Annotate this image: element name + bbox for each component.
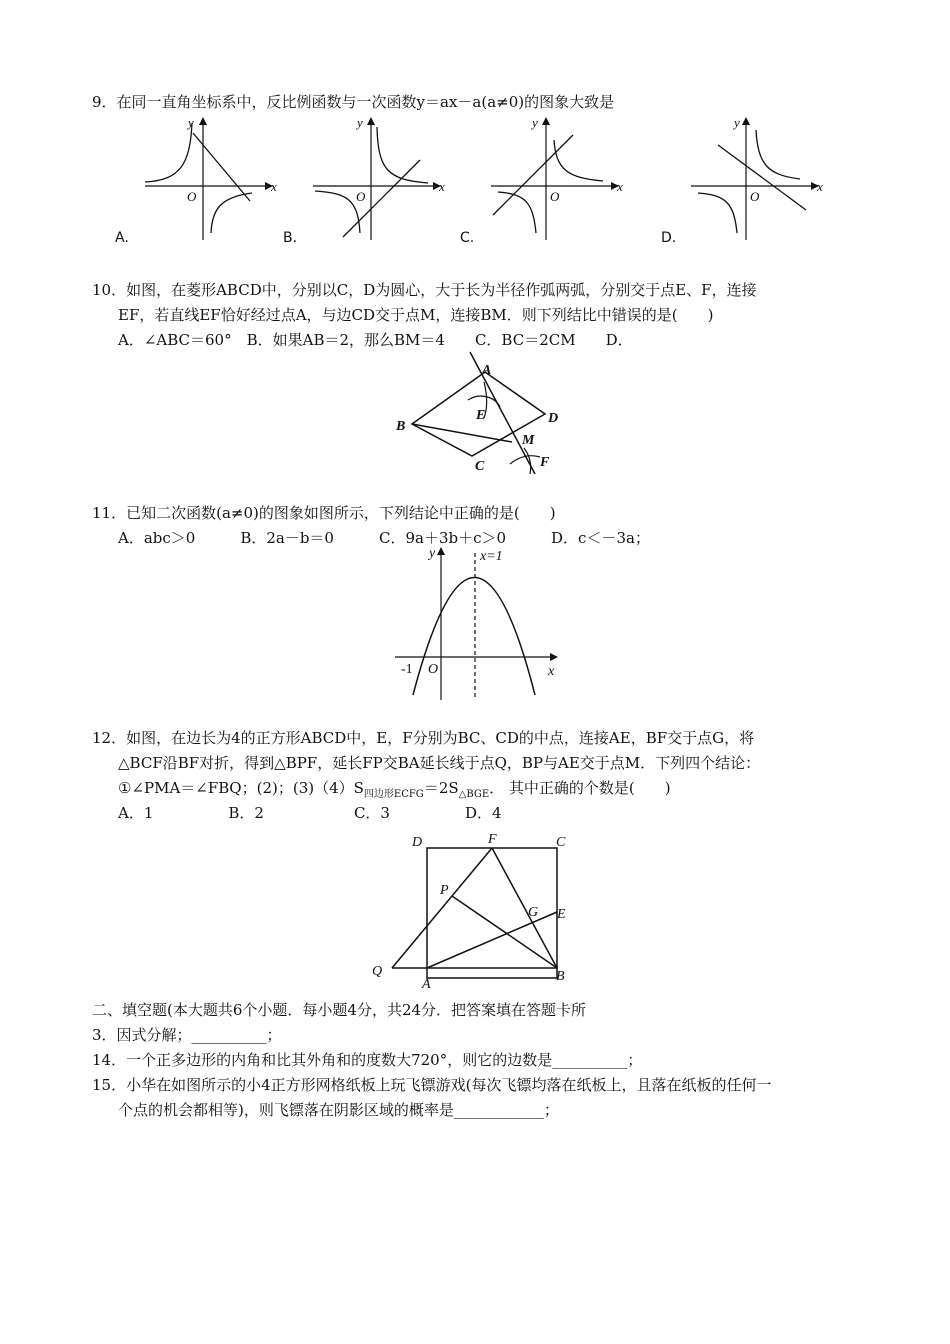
- q12-stem-line2: △BCF沿BF对折，得到△BPF，延长FP交BA延长线于点Q，BP与AE交于点M．下列四个结论：: [118, 754, 761, 772]
- q11-options: A．abc＞0 B．2a－b＝0 C．9a＋3b＋c＞0 D．c＜－3a；: [118, 529, 650, 547]
- q15-stem-line2: 个点的机会都相等)，则飞镖落在阴影区域的概率是____________；: [118, 1101, 559, 1119]
- svg-text:O: O: [356, 189, 366, 204]
- q9-option-a: A.: [115, 230, 129, 246]
- svg-text:C: C: [556, 835, 566, 850]
- q9-option-c: C.: [460, 230, 475, 246]
- q10-options: A．∠ABC＝60° B．如果AB＝2，那么BM＝4 C．BC＝2CM D．: [118, 331, 633, 349]
- q9-graph-d: [688, 115, 828, 245]
- q11-stem: 11．已知二次函数(a≠0)的图象如图所示，下列结论中正确的是( ): [92, 504, 556, 522]
- svg-text:Q: Q: [372, 964, 383, 979]
- q12-stem-line1: 12．如图，在边长为4的正方形ABCD中，E，F分别为BC、CD的中点，连接AE，BF交于点G，将: [92, 729, 755, 747]
- svg-text:M: M: [522, 433, 535, 448]
- q9-option-b: B.: [283, 230, 298, 246]
- svg-text:F: F: [488, 832, 497, 847]
- svg-text:G: G: [528, 905, 539, 920]
- q9-graph-c: [488, 115, 628, 245]
- svg-text:y: y: [188, 115, 194, 130]
- svg-text:O: O: [187, 189, 197, 204]
- svg-text:y: y: [734, 115, 740, 130]
- q12-square-figure: [370, 828, 580, 992]
- svg-text:E: E: [476, 408, 486, 423]
- svg-text:x: x: [439, 179, 445, 194]
- q9-graph-a: [140, 115, 280, 245]
- q9-option-d: D.: [661, 230, 677, 246]
- svg-text:-1: -1: [401, 662, 413, 677]
- q10-stem-line1: 10．如图，在菱形ABCD中，分别以C，D为圆心，大于长为半径作弧两弧，分别交于点E、F，连接: [92, 281, 757, 299]
- svg-text:F: F: [540, 455, 550, 470]
- svg-text:A: A: [422, 977, 431, 992]
- svg-text:A: A: [482, 363, 492, 378]
- svg-text:E: E: [557, 907, 566, 922]
- section2-heading: 二、填空题(本大题共6个小题．每小题4分，共24分．把答案填在答题卡所: [92, 1001, 587, 1019]
- svg-text:x: x: [617, 179, 623, 194]
- q12-stem-line3: ①∠PMA＝∠FBQ；(2)；$(3)(4)S_{四边形ECFG}=2S_{\triangle BGE}$． 其中正确的个数是( ): [118, 779, 671, 800]
- q14-stem: 14．一个正多边形的内角和比其外角和的度数大720°，则它的边数是__________；: [92, 1051, 643, 1069]
- q13-stem: 3．因式分解；__________；: [92, 1026, 282, 1044]
- svg-text:D: D: [412, 835, 423, 850]
- svg-text:x: x: [271, 179, 277, 194]
- svg-text:D: D: [548, 411, 559, 426]
- svg-text:y: y: [429, 546, 436, 561]
- svg-text:x=1: x=1: [480, 549, 503, 564]
- q12-options: A．1 B．2 C．3 D．4: [118, 804, 502, 822]
- q9-graph-b: [310, 115, 450, 245]
- q11-parabola-figure: [395, 545, 565, 700]
- q9-stem: 9．在同一直角坐标系中，反比例函数与一次函数y＝ax－a(a≠0)的图象大致是: [92, 93, 615, 111]
- svg-text:O: O: [550, 189, 560, 204]
- q15-stem-line1: 15．小华在如图所示的小4正方形网格纸板上玩飞镖游戏(每次飞镖均落在纸板上，且落在纸板的任何一: [92, 1076, 772, 1094]
- svg-text:B: B: [396, 419, 406, 434]
- svg-text:O: O: [428, 662, 439, 677]
- svg-text:x: x: [817, 179, 823, 194]
- svg-text:O: O: [750, 189, 760, 204]
- svg-text:B: B: [556, 969, 565, 984]
- svg-text:y: y: [532, 115, 538, 130]
- svg-text:C: C: [475, 459, 485, 474]
- svg-text:x: x: [548, 664, 555, 679]
- q10-stem-line2: EF，若直线EF恰好经过点A，与边CD交于点M，连接BM．则下列结比中错误的是( ): [118, 306, 714, 324]
- svg-text:P: P: [440, 883, 449, 898]
- q10-rhombus-figure: [390, 352, 570, 477]
- svg-text:y: y: [357, 115, 363, 130]
